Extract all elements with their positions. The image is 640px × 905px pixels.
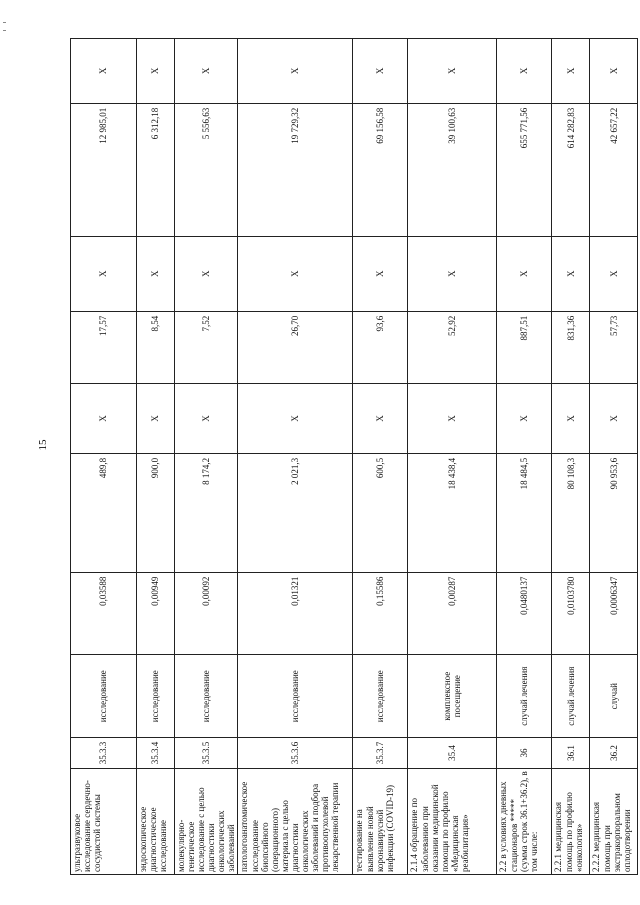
table-cell-c9: 6 312,18 <box>137 103 175 236</box>
table-cell-normative: 0,01321 <box>238 572 353 655</box>
table-cell-c6: X <box>408 384 497 454</box>
table-cell-c7: 26,70 <box>238 311 353 383</box>
table-cell-c6: X <box>552 384 590 454</box>
table-cell-name: эндоскопическое диагностическое исследование <box>137 769 175 875</box>
table-cell-unit: комплексное посещение <box>408 655 497 738</box>
table-cell-c6: X <box>137 384 175 454</box>
table-cell-c7: 57,73 <box>590 311 638 383</box>
table-cell-name: ультразвуковое исследование сердечно-сосудистой системы <box>71 769 137 875</box>
page-number: 15 <box>37 439 49 451</box>
table-cell-c7: 93,6 <box>353 311 408 383</box>
table-body <box>71 39 638 875</box>
table-cell-name: 2.2.1 медицинская помощь по профилю «онкология» <box>552 769 590 875</box>
table-cell-normative: 0,0480137 <box>497 572 552 655</box>
table-row <box>238 39 353 875</box>
table-cell-c8: X <box>353 236 408 311</box>
table-row <box>137 39 175 875</box>
table-cell-unit: исследование <box>238 655 353 738</box>
table-cell-c10: X <box>497 39 552 104</box>
table-cell-normative: 0,00092 <box>175 572 238 655</box>
table-cell-unit: исследование <box>175 655 238 738</box>
table-cell-c7: 831,36 <box>552 311 590 383</box>
table-cell-unit: случай лечения <box>552 655 590 738</box>
table-cell-c10: X <box>71 39 137 104</box>
table-cell-c8: X <box>71 236 137 311</box>
table-cell-name: 2.1.4 обращение по заболеванию при оказании медицинской помощи по профилю «Медицинская реабилитация» <box>408 769 497 875</box>
table-cell-name: патологоанатомическое исследование биопсийного (операционного) материала с целью диагностики онкологических заболеваний и подбора противоопухолевой лекарственной терапии <box>238 769 353 875</box>
table-cell-c6: X <box>175 384 238 454</box>
table-cell-cost: 18 438,4 <box>408 453 497 572</box>
table-cell-c9: 39 100,63 <box>408 103 497 236</box>
table-cell-unit: исследование <box>71 655 137 738</box>
table-cell-normative: 0,00287 <box>408 572 497 655</box>
rotated-table-container <box>70 38 632 875</box>
scan-edge-mark <box>3 30 6 31</box>
table-cell-c9: 42 657,22 <box>590 103 638 236</box>
table-cell-c8: X <box>552 236 590 311</box>
table-row <box>497 39 552 875</box>
data-table <box>70 38 638 875</box>
table-row <box>353 39 408 875</box>
table-cell-code: 35.4 <box>408 738 497 769</box>
table-cell-c6: X <box>497 384 552 454</box>
table-cell-c6: X <box>71 384 137 454</box>
table-cell-c9: 12 985,01 <box>71 103 137 236</box>
table-cell-code: 36 <box>497 738 552 769</box>
table-cell-normative: 0,00949 <box>137 572 175 655</box>
table-cell-c8: X <box>137 236 175 311</box>
table-cell-name: 2.2.2 медицинская помощь при экстракорпоральном оплодотворении <box>590 769 638 875</box>
table-cell-c6: X <box>590 384 638 454</box>
table-cell-normative: 0,0006347 <box>590 572 638 655</box>
table-cell-code: 35.3.6 <box>238 738 353 769</box>
table-cell-name: 2.2 в условиях дневных стационаров ***** (сумма строк 36.1+36.2), в том числе: <box>497 769 552 875</box>
table-cell-c8: X <box>590 236 638 311</box>
table-cell-c9: 655 771,56 <box>497 103 552 236</box>
table-cell-cost: 600,5 <box>353 453 408 572</box>
table-cell-c10: X <box>175 39 238 104</box>
table-cell-cost: 90 953,6 <box>590 453 638 572</box>
table-cell-c6: X <box>238 384 353 454</box>
table-row <box>552 39 590 875</box>
table-row <box>408 39 497 875</box>
table-cell-c8: X <box>238 236 353 311</box>
table-cell-code: 35.3.7 <box>353 738 408 769</box>
table-cell-c9: 5 556,63 <box>175 103 238 236</box>
table-cell-c10: X <box>238 39 353 104</box>
table-cell-normative: 0,0103780 <box>552 572 590 655</box>
table-row <box>175 39 238 875</box>
table-row <box>71 39 137 875</box>
table-cell-unit: исследование <box>353 655 408 738</box>
table-cell-normative: 0,15586 <box>353 572 408 655</box>
table-cell-unit: случай <box>590 655 638 738</box>
table-cell-normative: 0,03588 <box>71 572 137 655</box>
table-cell-c7: 17,57 <box>71 311 137 383</box>
table-cell-unit: исследование <box>137 655 175 738</box>
table-cell-c8: X <box>408 236 497 311</box>
table-cell-c10: X <box>408 39 497 104</box>
table-cell-c10: X <box>353 39 408 104</box>
table-cell-c7: 887,51 <box>497 311 552 383</box>
table-cell-code: 36.1 <box>552 738 590 769</box>
table-cell-name: тестирование на выявление новой коронавирусной инфекции (COVID-19) <box>353 769 408 875</box>
table-cell-c10: X <box>137 39 175 104</box>
table-cell-c6: X <box>353 384 408 454</box>
table-cell-name: молекулярно-генетическое исследование с целью диагностики онкологических заболеваний <box>175 769 238 875</box>
table-cell-cost: 2 021,3 <box>238 453 353 572</box>
table-cell-c9: 614 282,83 <box>552 103 590 236</box>
table-cell-code: 35.3.5 <box>175 738 238 769</box>
table-cell-cost: 900,0 <box>137 453 175 572</box>
table-cell-cost: 8 174,2 <box>175 453 238 572</box>
table-cell-c8: X <box>175 236 238 311</box>
table-cell-code: 36.2 <box>590 738 638 769</box>
table-cell-cost: 18 484,5 <box>497 453 552 572</box>
scan-edge-mark <box>3 22 6 23</box>
table-cell-c7: 52,92 <box>408 311 497 383</box>
table-cell-c8: X <box>497 236 552 311</box>
table-cell-c10: X <box>552 39 590 104</box>
table-row <box>590 39 638 875</box>
table-cell-code: 35.3.4 <box>137 738 175 769</box>
table-cell-c7: 8,54 <box>137 311 175 383</box>
table-cell-c7: 7,52 <box>175 311 238 383</box>
table-cell-code: 35.3.3 <box>71 738 137 769</box>
table-cell-c10: X <box>590 39 638 104</box>
table-cell-unit: случай лечения <box>497 655 552 738</box>
table-cell-cost: 80 108,3 <box>552 453 590 572</box>
table-cell-cost: 489,8 <box>71 453 137 572</box>
table-cell-c9: 69 156,58 <box>353 103 408 236</box>
table-cell-c9: 19 729,32 <box>238 103 353 236</box>
